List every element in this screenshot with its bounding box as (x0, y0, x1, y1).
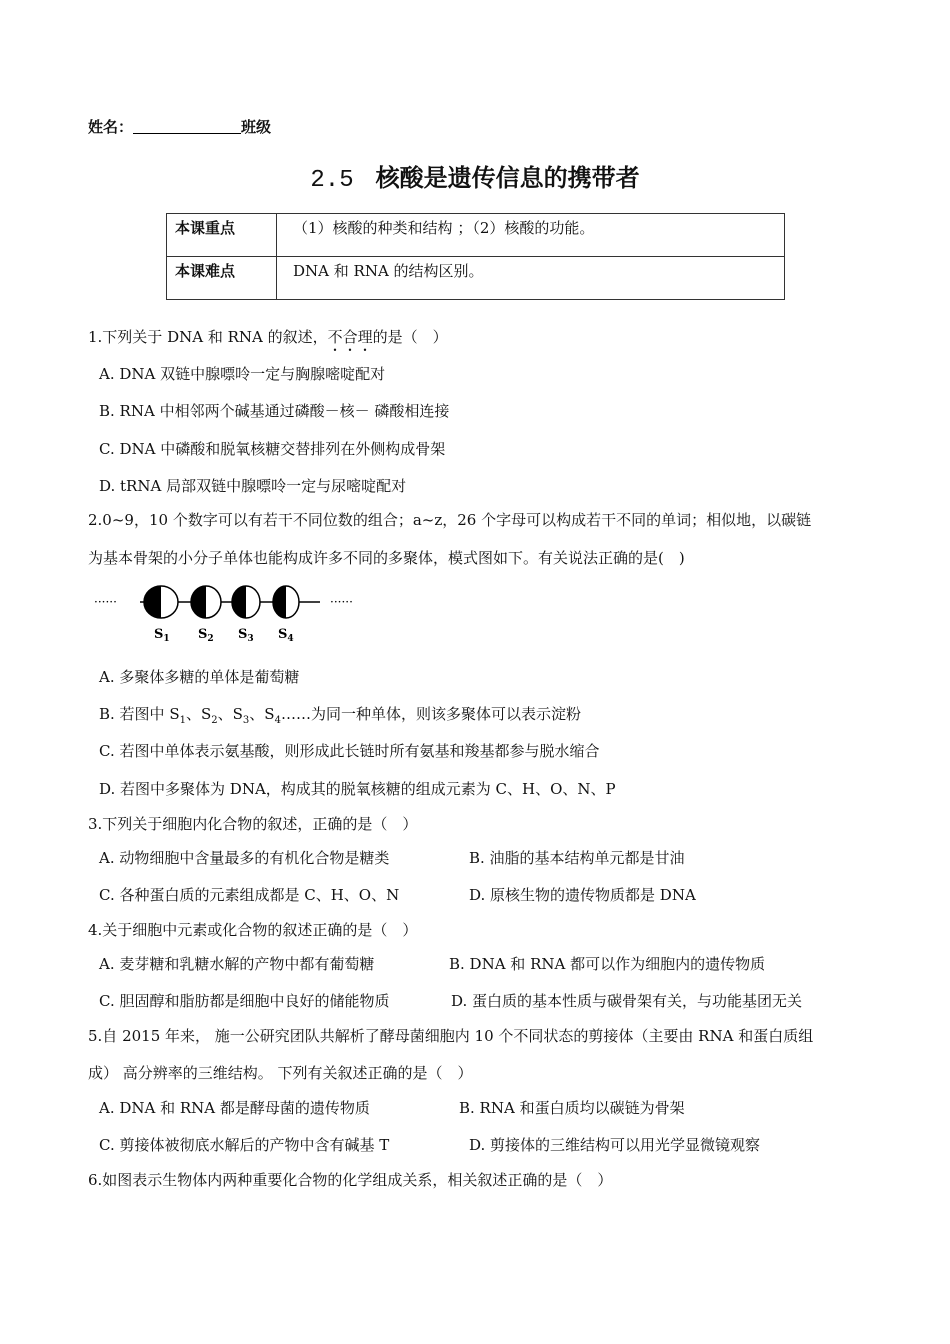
q2-stem-line1: 2.0~9，10 个数字可以有若干不同位数的组合；a~z，26 个字母可以构成若干不同的单词；相似地，以碳链 (88, 511, 812, 529)
q4-option-c: C. 胆固醇和脂肪都是细胞中良好的储能物质 (99, 992, 390, 1010)
difficulty-content: DNA 和 RNA 的结构区别。 (277, 257, 785, 300)
q3-option-d: D. 原核生物的遗传物质都是 DNA (469, 886, 696, 904)
monomer-s2 (191, 586, 221, 618)
q1-pre: 1.下列关于 DNA 和 RNA 的叙述， (88, 328, 328, 346)
title-number: 2.5 (310, 167, 354, 194)
q2-option-d: D. 若图中多聚体为 DNA，构成其的脱氧核糖的组成元素为 C、H、O、N、P (99, 780, 616, 798)
q1-option-d: D. tRNA 局部双链中腺嘌呤一定与尿嘧啶配对 (99, 477, 407, 495)
table-row (167, 257, 785, 300)
q1-post: 的是（ ） (372, 328, 448, 346)
q3-option-b: B. 油脂的基本结构单元都是甘油 (469, 849, 685, 867)
monomer-s4 (273, 586, 299, 618)
q3-option-a: A. 动物细胞中含量最多的有机化合物是糖类 (99, 849, 390, 867)
q5-option-d: D. 剪接体的三维结构可以用光学显微镜观察 (469, 1136, 761, 1154)
q2-stem-line2: 为基本骨架的小分子单体也能构成许多不同的多聚体，模式图如下。有关说法正确的是( ) (88, 549, 685, 567)
name-blank[interactable] (133, 119, 241, 134)
q2-option-a: A. 多聚体多糖的单体是葡萄糖 (99, 668, 300, 686)
q5-option-a: A. DNA 和 RNA 都是酵母菌的遗传物质 (99, 1099, 370, 1117)
key-point-content: （1）核酸的种类和结构 ；（2）核酸的功能。 (277, 214, 785, 257)
q1-option-c: C. DNA 中磷酸和脱氧核糖交替排列在外侧构成骨架 (99, 440, 446, 458)
q4-option-a: A. 麦芽糖和乳糖水解的产物中都有葡萄糖 (99, 955, 375, 973)
q6-stem: 6.如图表示生物体内两种重要化合物的化学组成关系，相关叙述正确的是（ ） (88, 1171, 613, 1189)
q5-stem-line2: 成） 高分辨率的三维结构。 下列有关叙述正确的是（ ） (88, 1064, 473, 1082)
class-label: 班级 (241, 118, 272, 136)
monomer-s1 (144, 586, 178, 618)
q4-option-d: D. 蛋白质的基本性质与碳骨架有关，与功能基团无关 (451, 992, 803, 1010)
page-title (0, 158, 950, 194)
q2-option-c: C. 若图中单体表示氨基酸，则形成此长链时所有氨基和羧基都参与脱水缩合 (99, 742, 600, 760)
q1-stem (88, 327, 448, 355)
ellipsis-right: ······ (330, 595, 353, 609)
q5-option-c: C. 剪接体被彻底水解后的产物中含有碱基 T (99, 1136, 390, 1154)
q1-option-a: A. DNA 双链中腺嘌呤一定与胸腺嘧啶配对 (99, 365, 386, 383)
q4-stem: 4.关于细胞中元素或化合物的叙述正确的是（ ） (88, 921, 418, 939)
label-s1: $S_1$ (154, 627, 170, 644)
q3-stem: 3.下列关于细胞内化合物的叙述，正确的是（ ） (88, 815, 418, 833)
ellipsis-left: ······ (94, 595, 117, 609)
q4-option-b: B. DNA 和 RNA 都可以作为细胞内的遗传物质 (449, 955, 766, 973)
label-s4: $S_4$ (278, 627, 294, 644)
q3-option-c: C. 各种蛋白质的元素组成都是 C、H、O、N (99, 886, 400, 904)
q2-option-b: B. 若图中 $S_1$、$S_2$、$S_3$、$S_4\dots\dots$为同一种单体，则该多聚体可以表示淀粉 (99, 705, 581, 726)
q1-option-b: B. RNA 中相邻两个碱基通过磷酸－核－ 磷酸相连接 (99, 402, 450, 420)
table-row (167, 214, 785, 257)
name-label: 姓名： (88, 118, 134, 136)
q1-emphasis: 不合理 (327, 328, 373, 346)
title-text: 核酸是遗传信息的携带者 (375, 164, 640, 192)
lesson-table (166, 213, 785, 300)
q5-option-b: B. RNA 和蛋白质均以碳链为骨架 (459, 1099, 685, 1117)
label-s3: $S_3$ (238, 627, 254, 644)
q5-stem-line1: 5.自 2015 年来， 施一公研究团队共解析了酵母菌细胞内 10 个不同状态的剪接体（主要由 RNA 和蛋白质组 (88, 1027, 814, 1045)
key-point-label: 本课重点 (167, 214, 277, 257)
name-class-line (88, 117, 271, 137)
difficulty-label: 本课难点 (167, 257, 277, 300)
polymer-diagram (90, 584, 360, 646)
monomer-s3 (232, 586, 260, 618)
label-s2: $S_2$ (198, 627, 214, 644)
